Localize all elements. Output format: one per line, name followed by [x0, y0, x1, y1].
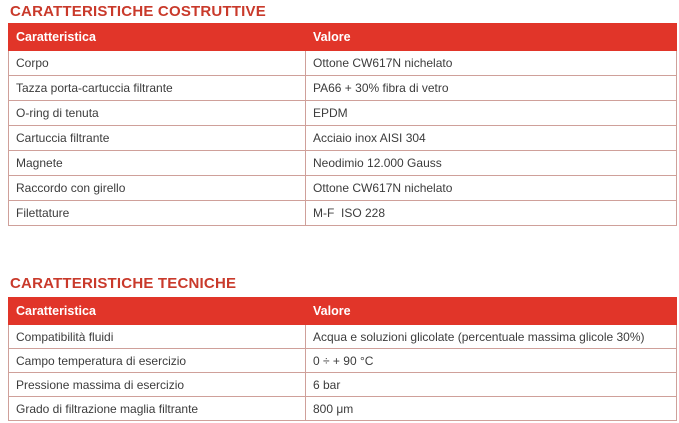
- column-header-caratteristica: Caratteristica: [9, 24, 306, 51]
- table-costruttive: [8, 23, 677, 226]
- cell-caratteristica: Compatibilità fluidi: [9, 325, 306, 349]
- cell-caratteristica: Grado di filtrazione maglia filtrante: [9, 397, 306, 421]
- cell-valore: Neodimio 12.000 Gauss: [306, 151, 677, 176]
- table-row: [9, 349, 677, 373]
- cell-caratteristica: Tazza porta-cartuccia filtrante: [9, 76, 306, 101]
- column-header-valore: Valore: [306, 24, 677, 51]
- cell-caratteristica: Corpo: [9, 51, 306, 76]
- cell-valore: Ottone CW617N nichelato: [306, 176, 677, 201]
- cell-caratteristica: Cartuccia filtrante: [9, 126, 306, 151]
- cell-valore: EPDM: [306, 101, 677, 126]
- cell-caratteristica: Raccordo con girello: [9, 176, 306, 201]
- table-row: [9, 51, 677, 76]
- cell-valore: 800 μm: [306, 397, 677, 421]
- table-row: [9, 101, 677, 126]
- table-row: [9, 373, 677, 397]
- cell-caratteristica: Filettature: [9, 201, 306, 226]
- table-row: [9, 325, 677, 349]
- cell-valore: Ottone CW617N nichelato: [306, 51, 677, 76]
- section-title-tecniche: CARATTERISTICHE TECNICHE: [10, 275, 237, 292]
- table-row: [9, 76, 677, 101]
- column-header-caratteristica: Caratteristica: [9, 298, 306, 325]
- table-row: [9, 126, 677, 151]
- table-header-row: [9, 24, 677, 51]
- table-row: [9, 397, 677, 421]
- column-header-valore: Valore: [306, 298, 677, 325]
- table-row: [9, 201, 677, 226]
- cell-caratteristica: Magnete: [9, 151, 306, 176]
- cell-valore: M-F ISO 228: [306, 201, 677, 226]
- table-row: [9, 176, 677, 201]
- cell-caratteristica: O-ring di tenuta: [9, 101, 306, 126]
- table-row: [9, 151, 677, 176]
- cell-valore: Acqua e soluzioni glicolate (percentuale massima glicole 30%): [306, 325, 677, 349]
- cell-valore: PA66 + 30% fibra di vetro: [306, 76, 677, 101]
- cell-valore: Acciaio inox AISI 304: [306, 126, 677, 151]
- cell-valore: 6 bar: [306, 373, 677, 397]
- table-tecniche: [8, 297, 677, 421]
- cell-caratteristica: Pressione massima di esercizio: [9, 373, 306, 397]
- table-header-row: [9, 298, 677, 325]
- section-title-costruttive: CARATTERISTICHE COSTRUTTIVE: [10, 3, 266, 20]
- cell-valore: 0 ÷ + 90 °C: [306, 349, 677, 373]
- cell-caratteristica: Campo temperatura di esercizio: [9, 349, 306, 373]
